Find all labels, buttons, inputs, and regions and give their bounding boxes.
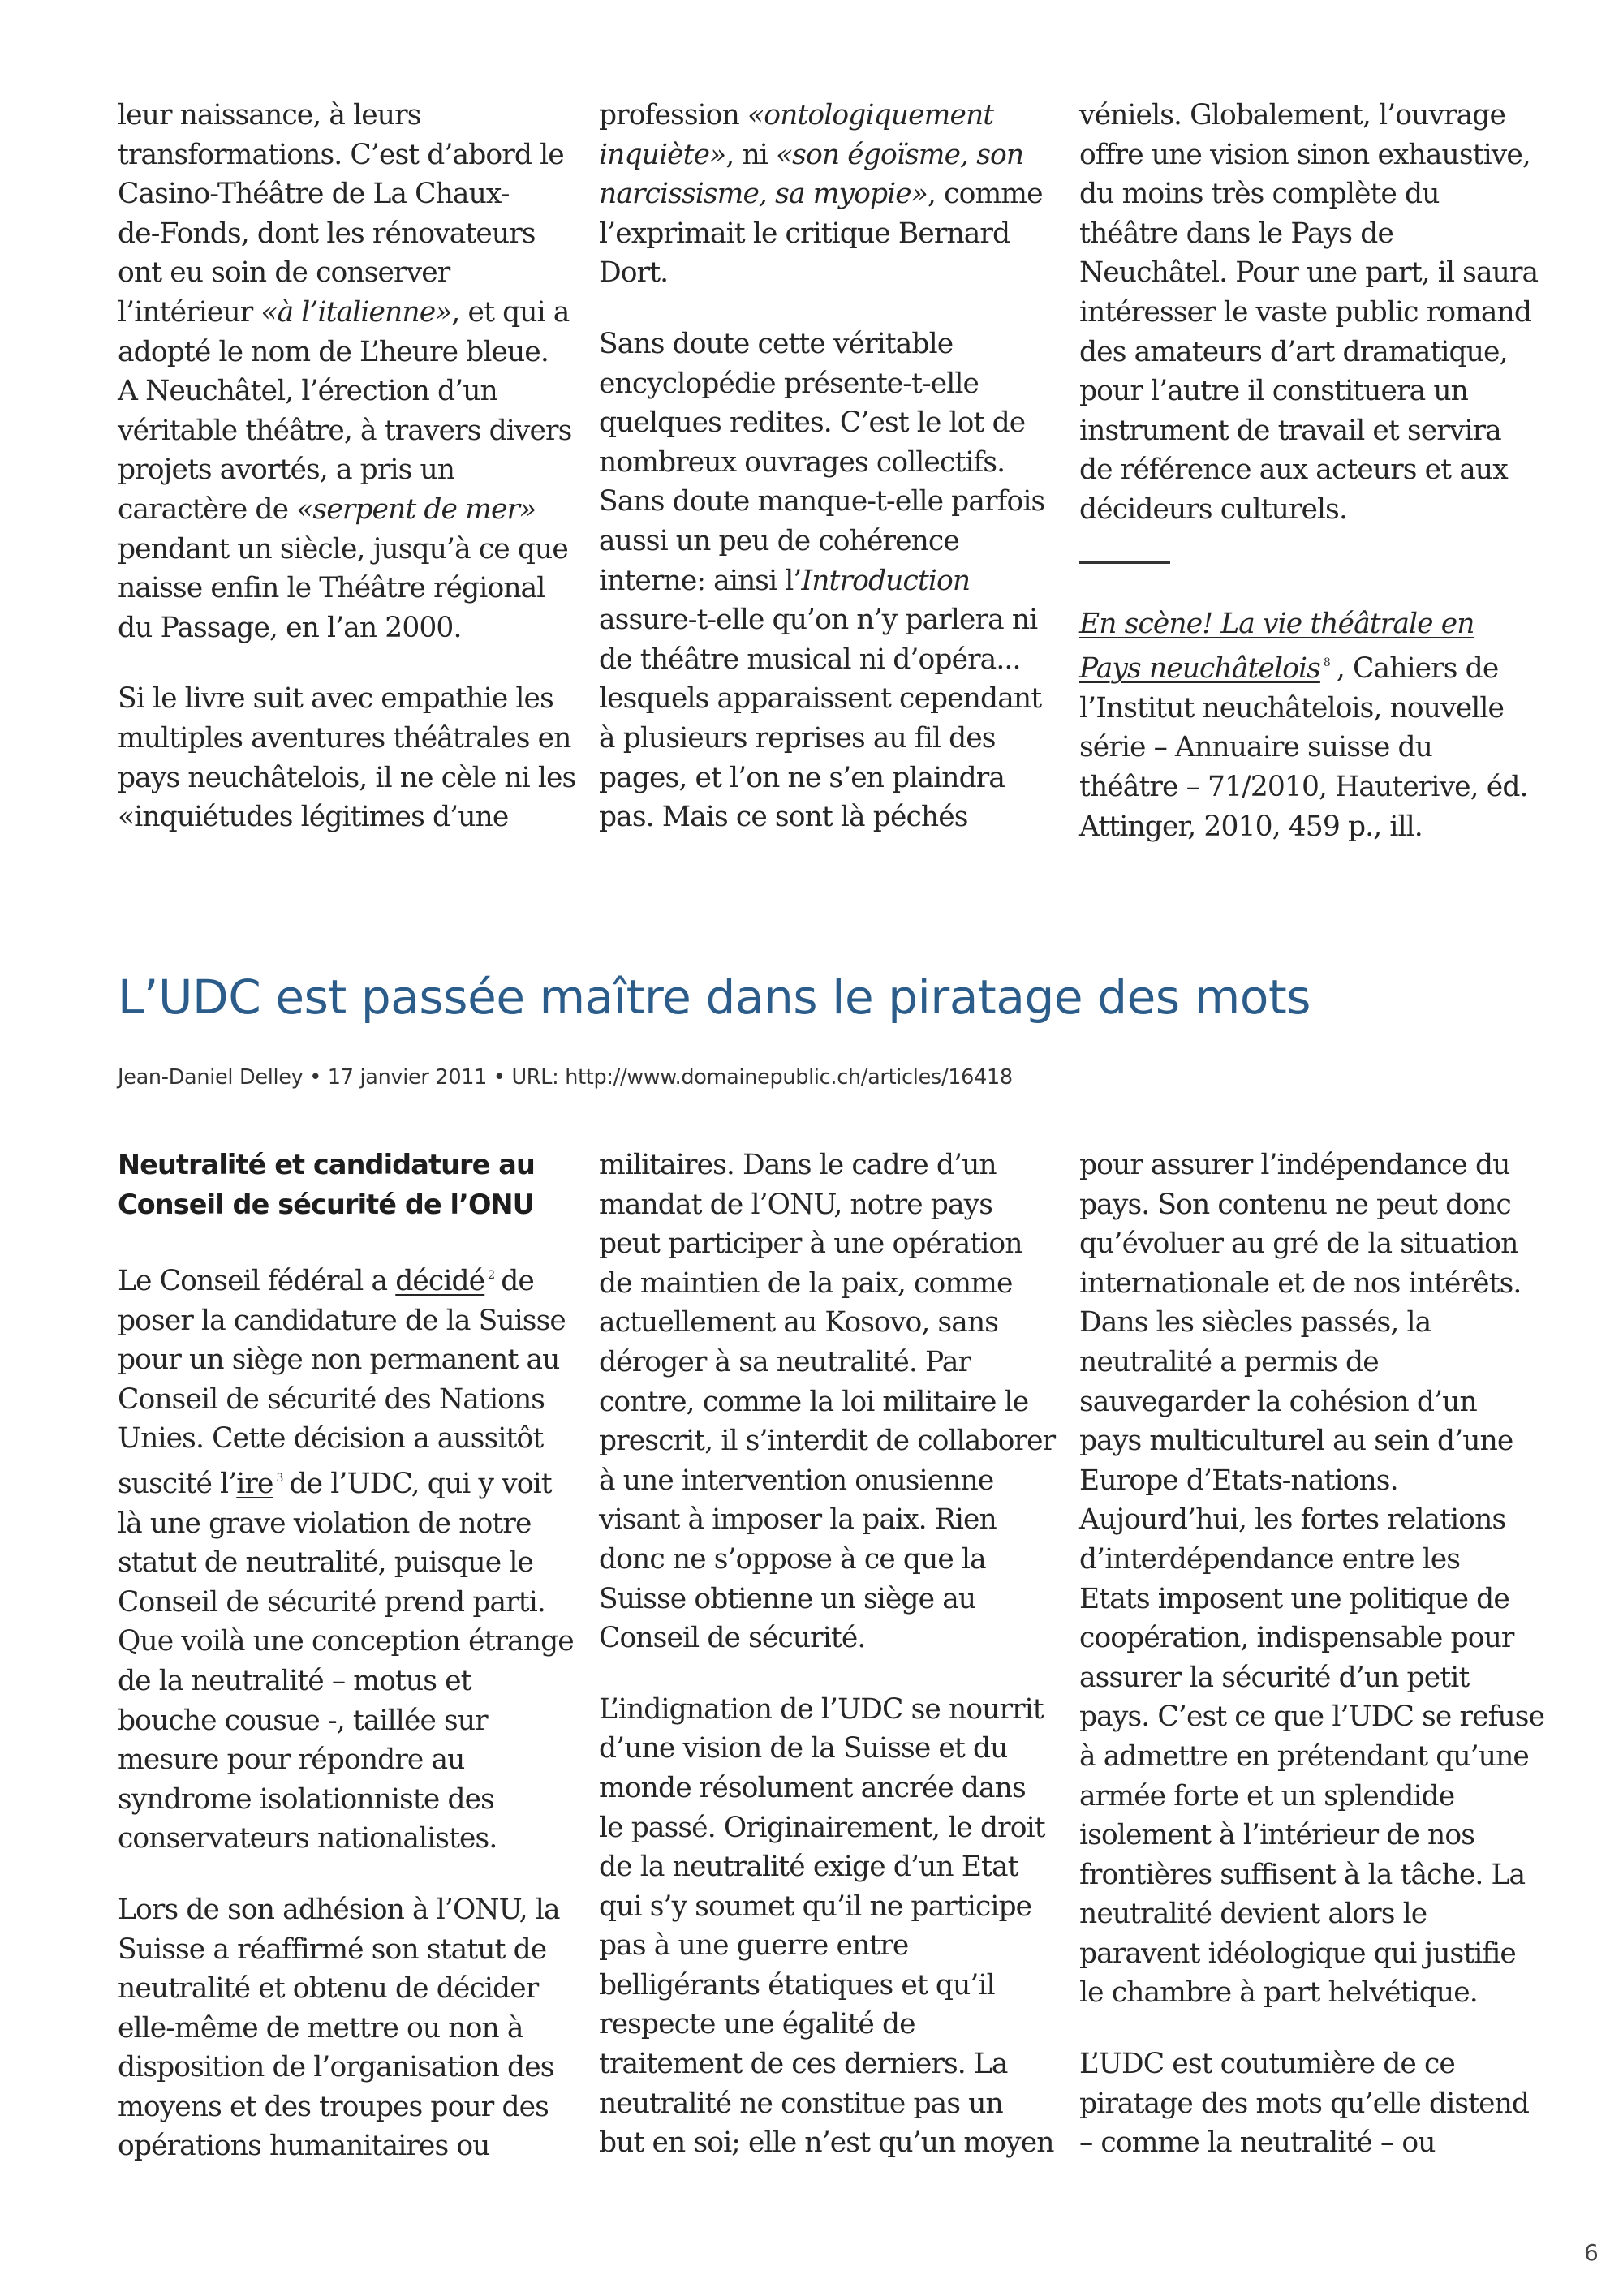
footnote-marker[interactable]: 8 [1323,656,1330,670]
text-line: transformations. C’est d’abord le [118,138,564,171]
text-line [1079,604,1518,644]
text-line: neutralité et obtenu de décider [118,1972,539,2006]
text-line: L’indignation de l’UDC se nourrit [599,1692,1044,1726]
text-line: monde résolument ancrée dans [599,1771,1026,1804]
text-line: véritable théâtre, à travers divers [118,414,572,447]
text-line: Attinger, 2010, 459 p., ill. [1079,810,1423,843]
text-line: pendant un siècle, jusqu’à ce que [118,532,568,565]
text-line: traitement de ces derniers. La [599,2048,1008,2081]
text-line: série – Annuaire suisse du [1079,731,1432,764]
italic-title: Introduction [801,564,971,597]
text-line: Conseil de sécurité prend parti. [118,1585,545,1619]
italic-quote: inquiète» [599,138,726,171]
page-number: 6 [1584,2239,1599,2266]
text-line: du moins très complète du [1079,178,1440,211]
text-line: mandat de l’ONU, notre pays [599,1188,993,1221]
text-line: Le Conseil fédéral a décidé $^2$ de [118,1265,534,1297]
text-line: neutralité ne constitue pas un [599,2087,1003,2120]
text-line: Dans les siècles passés, la [1079,1306,1431,1339]
text-line: des amateurs d’art dramatique, [1079,335,1508,368]
italic-quote: «ontologiquement [747,99,994,131]
text-line: nombreux ouvrages collectifs. [599,445,1005,479]
text-line: pays. C’est ce que l’UDC se refuse [1079,1701,1545,1734]
text-line: assure-t-elle qu’on n’y parlera ni [599,604,1038,637]
ire-link[interactable]: ire [236,1467,273,1500]
citation-paragraph [1079,604,1528,847]
text-line: piratage des mots qu’elle distend [1079,2087,1530,2120]
separator-rule [1079,561,1170,564]
book-title-link[interactable]: En scène! La vie théâtrale en [1079,607,1474,640]
text-line: Sans doute cette véritable [599,327,954,360]
text-line: Que voilà une conception étrange [118,1625,574,1658]
article-title: L’UDC est passée maître dans le piratage des mots [118,970,1311,1025]
text-line: frontières suffisent à la tâche. La [1079,1858,1526,1891]
italic-quote: «son égoïsme, son [775,138,1024,171]
text-line: elle-même de mettre ou non à [118,2011,523,2044]
text-line: de référence aux acteurs et aux [1079,454,1508,487]
text-line: Lors de son adhésion à l’ONU, la [118,1893,560,1926]
text-line: aussi un peu de cohérence [599,524,959,557]
text-line: théâtre – 71/2010, Hauterive, éd. [1079,770,1528,803]
text-line: actuellement au Kosovo, sans [599,1306,999,1339]
text-line: Unies. Cette décision a aussitôt [118,1422,544,1455]
text-line: à admettre en prétendant qu’une [1079,1739,1529,1773]
text-line: d’interdépendance entre les [1079,1542,1461,1576]
italic-quote: «serpent de mer» [296,492,536,526]
text-line: poser la candidature de la Suisse [118,1304,566,1337]
text-line: prescrit, il s’interdit de collaborer [599,1425,1056,1458]
article-column-2 [599,1146,1056,2195]
text-line: intéresser le vaste public romand [1079,295,1532,329]
paragraph [118,1890,560,2166]
text-line: but en soi; elle n’est qu’un moyen [599,2126,1054,2160]
text-line: Si le livre suit avec empathie les [118,682,553,716]
text-line: théâtre dans le Pays de [1079,217,1393,250]
text-line: de théâtre musical ni d’opéra... [599,643,1021,676]
text-line: narcissisme, sa myopie», comme [599,178,1043,211]
text-line: lesquels apparaissent cependant [599,682,1042,716]
article-meta: Jean-Daniel Delley • 17 janvier 2011 • URL: http://www.domainepublic.ch/articles/16418 [118,1065,1013,1090]
paragraph [1079,1146,1545,2013]
text-line: mesure pour répondre au [118,1743,465,1777]
paragraph [118,1256,574,1859]
text-line: donc ne s’oppose à ce que la [599,1542,986,1576]
paragraph [118,679,576,836]
text-line: visant à imposer la paix. Rien [599,1503,997,1537]
text-line: isolement à l’intérieur de nos [1079,1819,1474,1852]
paragraph [599,1690,1054,2163]
text-line: neutralité a permis de [1079,1345,1379,1378]
text-line: assurer la sécurité d’un petit [1079,1661,1470,1694]
text-line: sauvegarder la cohésion d’un [1079,1385,1477,1418]
text-line: peut participer à une opération [599,1228,1022,1261]
text-line: opérations humanitaires ou [118,2130,490,2163]
text-line: Dort. [599,256,669,290]
text-line: inquiète», ni «son égoïsme, son [599,138,1024,171]
text-line: l’Institut neuchâtelois, nouvelle [1079,691,1504,724]
paragraph [599,96,1043,293]
text-line: Pays neuchâtelois $^8$ , Cahiers de [1079,652,1499,686]
text-line: de-Fonds, dont les rénovateurs [118,217,536,250]
text-line: pays. Son contenu ne peut donc [1079,1188,1511,1221]
text-line: pour assurer l’indépendance du [1079,1149,1510,1181]
text-line: de la neutralité – motus et [118,1664,471,1697]
text-line: décideurs culturels. [1079,492,1348,526]
text-line: encyclopédie présente-t-elle [599,367,979,400]
text-line: qui s’y soumet qu’il ne participe [599,1890,1032,1923]
footnote-marker[interactable]: 3 [276,1471,283,1485]
text-line: militaires. Dans le cadre d’un [599,1149,997,1181]
paragraph [1079,96,1539,530]
text-line: respecte une égalité de [599,2008,915,2041]
text-line: Aujourd’hui, les fortes relations [1079,1503,1506,1537]
text-line: L’UDC est coutumière de ce [1079,2048,1455,2081]
text-line: Sans doute manque-t-elle parfois [599,485,1045,518]
text-line: quelques redites. C’est le lot de [599,406,1026,440]
top-column-2 [599,96,1045,869]
text-line: pas à une guerre entre [599,1929,909,1963]
text-line: disposition de l’organisation des [118,2051,554,2084]
section-subheading [118,1146,556,1224]
text-line: moyens et des troupes pour des [118,2090,549,2123]
text-line: le passé. Originairement, le droit [599,1811,1045,1844]
text-line: syndrome isolationniste des [118,1782,494,1816]
text-line: Suisse a réaffirmé son statut de [118,1933,547,1966]
top-column-3 [1079,96,1539,878]
text-line: neutralité devient alors le [1079,1898,1427,1931]
text-line: «inquiétudes légitimes d’une [118,801,509,834]
text-line: à plusieurs reprises au fil des [599,721,996,755]
book-title-link[interactable]: Pays neuchâtelois [1079,652,1320,686]
text-line: pour l’autre il constituera un [1079,375,1468,408]
text-line: qu’évoluer au gré de la situation [1079,1228,1518,1261]
text-line: paravent idéologique qui justifie [1079,1937,1516,1970]
text-line: Conseil de sécurité. [599,1622,866,1655]
text-line: adopté le nom de L’heure bleue. [118,335,549,368]
paragraph [599,325,1045,837]
text-line: pays multiculturel au sein d’une [1079,1425,1513,1458]
text-line: à une intervention onusienne [599,1464,994,1497]
text-line: – comme la neutralité – ou [1079,2126,1436,2160]
subheading-line: Neutralité et candidature au [118,1149,535,1180]
text-line: caractère de «serpent de mer» [118,492,536,526]
text-line: A Neuchâtel, l’érection d’un [118,375,497,408]
text-line: d’une vision de la Suisse et du [599,1732,1008,1765]
text-line: pages, et l’on ne s’en plaindra [599,761,1005,794]
text-line: le chambre à part helvétique. [1079,1976,1478,2010]
text-line: statut de neutralité, puisque le [118,1546,533,1580]
text-line: de maintien de la paix, comme [599,1266,1013,1300]
text-line: véniels. Globalement, l’ouvrage [1079,99,1506,131]
text-line: coopération, indispensable pour [1079,1622,1514,1655]
text-line: interne: ainsi l’Introduction [599,564,971,597]
article-column-3 [1079,1146,1545,2195]
article-column-1 [118,1146,574,2198]
footnote-marker[interactable]: 2 [488,1269,495,1282]
text-line: conservateurs nationalistes. [118,1822,497,1855]
text-line: pas. Mais ce sont là péchés [599,801,968,834]
text-line: belligérants étatiques et qu’il [599,1968,995,2001]
text-line: Etats imposent une politique de [1079,1582,1509,1615]
text-line: l’intérieur «à l’italienne», et qui a [118,295,570,329]
text-line: ont eu soin de conserver [118,256,450,290]
italic-quote: «à l’italienne» [260,295,452,329]
text-line: de la neutralité exige d’un Etat [599,1851,1018,1884]
text-line: du Passage, en l’an 2000. [118,611,462,644]
text-line: Europe d’Etats-nations. [1079,1464,1398,1497]
text-line: déroger à sa neutralité. Par [599,1345,971,1378]
text-line: Conseil de sécurité des Nations [118,1382,545,1416]
text-line: offre une vision sinon exhaustive, [1079,138,1530,171]
text-line: leur naissance, à leurs [118,99,421,131]
text-line: pays neuchâtelois, il ne cèle ni les [118,761,576,794]
paragraph [1079,2044,1530,2163]
italic-quote: narcissisme, sa myopie» [599,178,928,211]
text-line: là une grave violation de notre [118,1507,532,1540]
text-line: l’exprimait le critique Bernard [599,217,1010,250]
text-line: Casino-Théâtre de La Chaux- [118,178,510,211]
text-line: bouche cousue -, taillée sur [118,1704,488,1737]
text-line: Neuchâtel. Pour une part, il saura [1079,256,1539,290]
text-line: contre, comme la loi militaire le [599,1385,1029,1418]
text-line: internationale et de nos intérêts. [1079,1266,1522,1300]
text-line: armée forte et un splendide [1079,1779,1455,1812]
decide-link[interactable]: décidé [395,1265,485,1297]
text-line: suscité l’ire $^3$ de l’UDC, qui y voit [118,1467,552,1500]
text-line: naisse enfin le Théâtre régional [118,572,545,605]
paragraph [599,1146,1056,1658]
text-line: instrument de travail et servira [1079,414,1501,447]
text-line: multiples aventures théâtrales en [118,721,571,755]
text-line: projets avortés, a pris un [118,454,455,487]
text-line: pour un siège non permanent au [118,1344,560,1377]
subheading-line: Conseil de sécurité de l’ONU [118,1188,534,1220]
paragraph [118,96,572,647]
text-line: profession «ontologiquement [599,99,994,131]
top-column-1 [118,96,576,869]
text-line: Suisse obtienne un siège au [599,1582,976,1615]
